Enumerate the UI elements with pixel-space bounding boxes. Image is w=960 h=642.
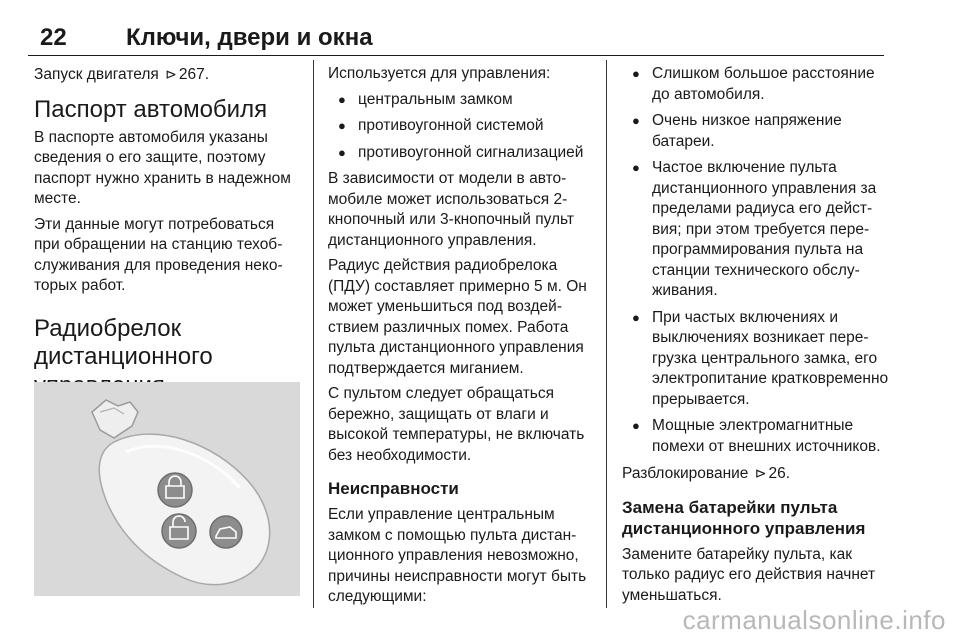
models-paragraph: В зависимости от модели в автомобиле может использоваться 2-кнопочный или 3-кнопочный пульт дистанционного управления. [328, 170, 575, 249]
uses-list [328, 90, 596, 164]
unlock-button-icon [162, 514, 196, 548]
engine-start-reference: Запуск двигателя ⊳ 267. [34, 66, 210, 83]
list-item: ● Частое включение пульта дистанционного управления за пределами радиуса его действия; при этом требуется перепрограммирования пульта на станции технического обслуживания. [622, 158, 894, 302]
trunk-button-icon [210, 516, 242, 548]
key-fob-illustration [34, 382, 300, 596]
column-divider-2 [606, 60, 607, 608]
list-item: ● Мощные электромагнитные помехи от внешних источников. [622, 416, 894, 457]
list-item: ● противоугонной системой [328, 116, 596, 137]
faults-heading: Неисправности [328, 479, 459, 498]
uses-intro: Используется для управления: [328, 65, 551, 82]
unlock-ref-page-link[interactable]: 26. [768, 465, 791, 482]
column-1 [34, 64, 302, 404]
arrow-ref-icon[interactable]: ⊳ [754, 465, 767, 481]
list-item: ● Слишком большое расстояние до автомобиля. [622, 64, 894, 105]
causes-list [622, 64, 894, 457]
key-fob-icon [34, 382, 300, 596]
faults-paragraph: Если управление центральным замком с помощью пульта дистанционного управления невозможно, причины неисправности могут быть следующими: [328, 506, 587, 605]
page-number: 22 [40, 24, 67, 51]
battery-heading: Замена батарейки пульта дистанционного управления [622, 497, 866, 538]
page-header [28, 20, 884, 56]
passport-heading: Паспорт автомобиля [34, 95, 268, 123]
header-divider [28, 55, 884, 57]
engine-ref-page-link[interactable]: 267. [178, 66, 210, 83]
list-item: ● центральным замком [328, 90, 596, 111]
list-item: ● При частых включениях и выключениях возникает перегрузка центрального замка, его электропитание кратковременно прерывается. [622, 308, 894, 411]
care-paragraph: С пультом следует обращаться бережно, защищать от влаги и высокой температуры, не включать без необходимости. [328, 385, 585, 464]
range-paragraph: Радиус действия радиобрелока (ПДУ) составляет примерно 5 м. Он может уменьшиться под воздействием различных помех. Работа пульта дистанционного управления подтверждается миганием. [328, 257, 587, 377]
passport-paragraph-2: Эти данные могут потребоваться при обращении на станцию техобслуживания для проведения некоторых работ. [34, 215, 283, 294]
column-divider-1 [313, 60, 314, 608]
unlock-reference: Разблокирование ⊳ 26. [622, 465, 791, 482]
list-item: ● противоугонной сигнализацией [328, 143, 596, 164]
column-3 [622, 64, 894, 611]
watermark: carmanualsonline.info [682, 605, 946, 635]
column-2 [328, 64, 596, 613]
battery-paragraph: Замените батарейку пульта, как только радиус его действия начнет уменьшаться. [622, 545, 876, 604]
remote-control-heading: Радиобрелок дистанционного [34, 314, 213, 370]
list-item: ● Очень низкое напряжение батареи. [622, 111, 894, 152]
arrow-ref-icon[interactable]: ⊳ [165, 66, 177, 82]
passport-paragraph-1: В паспорте автомобиля указаны сведения о его защите, поэтому паспорт нужно хранить в надежном месте. [34, 128, 291, 207]
chapter-title: Ключи, двери и окна [126, 24, 373, 51]
lock-button-icon [158, 473, 192, 507]
